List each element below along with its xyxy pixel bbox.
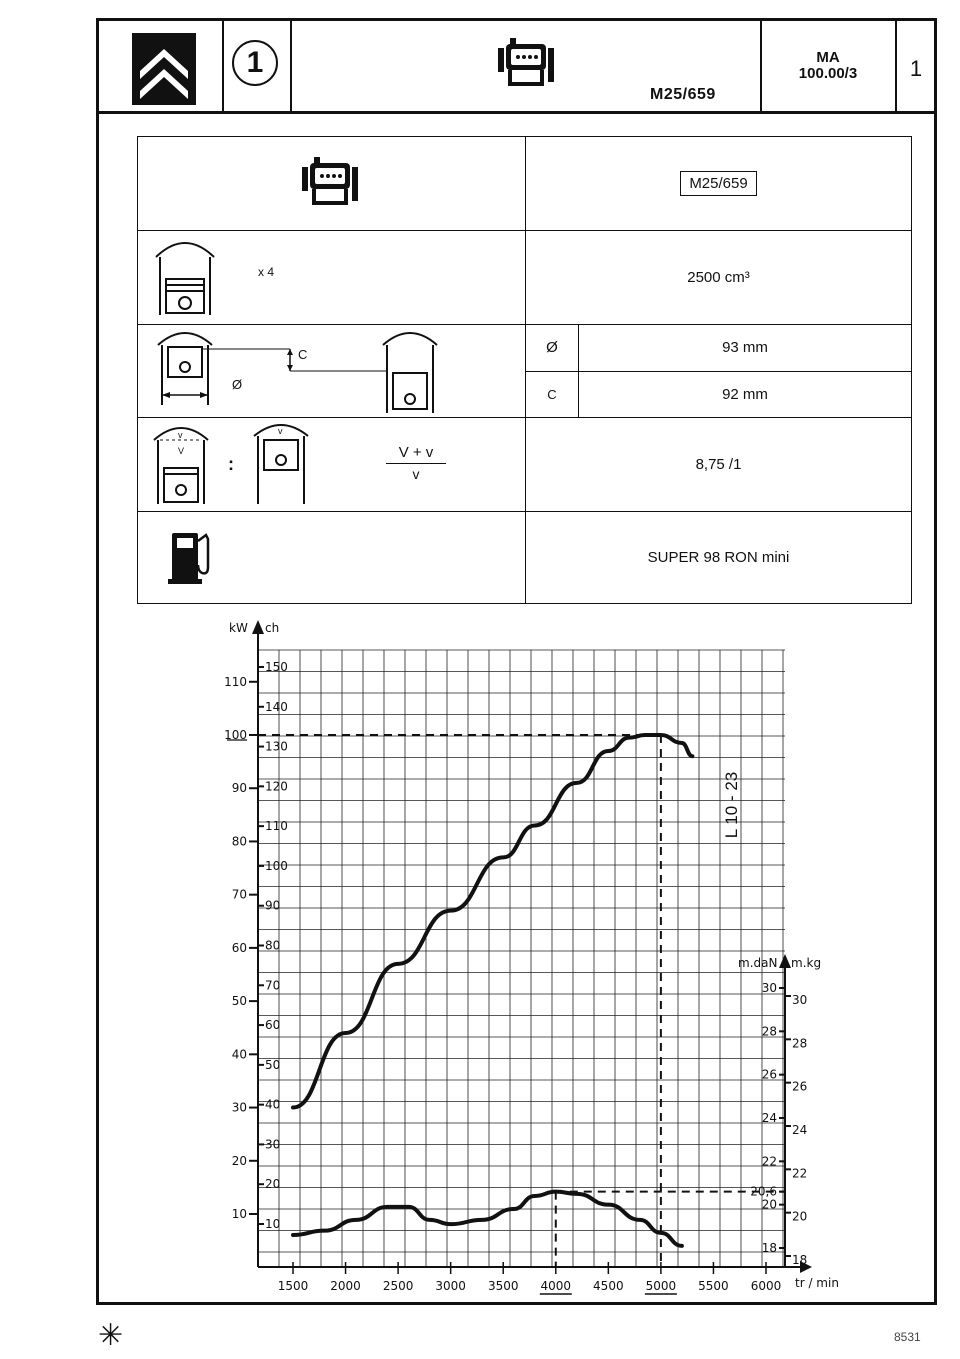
kw-tick-label: 10 xyxy=(231,1207,247,1221)
ch-tick-label: 130 xyxy=(265,739,288,754)
page-number: 1 xyxy=(909,56,923,81)
asterisk-icon: ✳ xyxy=(98,1319,124,1352)
document-reference xyxy=(762,50,894,82)
mdan-tick-label: 18 xyxy=(761,1241,777,1255)
stroke-symbol: C xyxy=(526,371,579,418)
clearance-volume-label-1: v xyxy=(178,430,183,440)
x-tick-label: 1500 xyxy=(277,1279,309,1293)
kw-tick-label: 100 xyxy=(224,728,247,742)
mdan-tick-label: 20 xyxy=(761,1197,777,1212)
x-tick-label: 5000 xyxy=(645,1279,677,1293)
ch-tick-label: 20 xyxy=(265,1177,281,1192)
fuel-pump-cell xyxy=(138,512,526,604)
mdan-tick-label: 26 xyxy=(761,1067,777,1082)
compression-ratio-value: 8,75 /1 xyxy=(526,418,912,512)
header-divider xyxy=(290,18,292,114)
x-tick-label: 5500 xyxy=(698,1279,729,1293)
mkg-tick-label: 28 xyxy=(792,1036,808,1051)
ch-tick-label: 40 xyxy=(265,1097,281,1112)
chapter-number-badge: 1 xyxy=(232,40,278,86)
bore-symbol: Ø xyxy=(526,325,579,372)
side-label-wrapper xyxy=(722,760,812,850)
footer-number: 8531 xyxy=(894,1330,921,1344)
x-tick-label: 3500 xyxy=(487,1279,519,1293)
side-label: L 10 - 23 xyxy=(722,771,741,839)
ch-tick-label: 100 xyxy=(265,858,288,873)
kw-tick-label: 30 xyxy=(231,1100,247,1115)
mkg-tick-label: 30 xyxy=(792,993,808,1007)
ch-tick-label: 150 xyxy=(265,660,288,674)
x-tick-label: 4000 xyxy=(540,1279,572,1293)
torque-curve xyxy=(293,1192,682,1246)
mkg-tick-label: 18 xyxy=(792,1253,808,1267)
bore-label: Ø xyxy=(232,377,243,392)
ch-tick-label: 70 xyxy=(265,978,281,993)
row-fuel xyxy=(138,512,912,604)
ref-line-1: MA xyxy=(816,49,840,66)
row-bore xyxy=(138,325,912,372)
x-tick-label: 2500 xyxy=(382,1279,414,1293)
swept-volume-label: V xyxy=(178,446,185,456)
mkg-tick-label: 26 xyxy=(792,1079,808,1094)
kw-tick-label: 80 xyxy=(231,834,247,849)
torque-axis-right-label: m.kg xyxy=(791,956,822,970)
bore-value: 93 mm xyxy=(579,325,912,372)
power-axis-right-label: ch xyxy=(265,621,280,635)
cylinder-icon-cell xyxy=(138,231,526,325)
kw-tick-label: 110 xyxy=(224,674,247,689)
ch-tick-label: 140 xyxy=(265,699,288,714)
ch-tick-label: 10 xyxy=(265,1217,281,1231)
engine-code-box: M25/659 xyxy=(680,171,756,196)
engine-icon xyxy=(300,153,364,211)
ch-tick-label: 90 xyxy=(265,898,281,913)
engine-icon-cell xyxy=(138,137,526,231)
mdan-tick-label: 24 xyxy=(761,1111,777,1125)
cylinder-count: x 4 xyxy=(258,265,275,279)
row-displacement xyxy=(138,231,912,325)
kw-tick-label: 50 xyxy=(231,994,247,1009)
ch-tick-label: 80 xyxy=(265,938,281,953)
mdan-tick-label: 30 xyxy=(761,981,777,995)
mdan-tick-label: 28 xyxy=(761,1024,777,1039)
mdan-tick-label: 22 xyxy=(761,1154,777,1169)
torque-axis-arrow xyxy=(779,954,791,968)
stroke-label: C xyxy=(298,347,308,362)
kw-tick-label: 60 xyxy=(231,940,247,955)
engine-code-cell xyxy=(526,137,912,231)
kw-tick-label: 40 xyxy=(231,1047,247,1062)
engine-icon xyxy=(496,34,560,92)
kw-tick-label: 70 xyxy=(231,887,247,902)
ref-line-2: 100.00/3 xyxy=(798,65,858,82)
performance-chart xyxy=(0,600,960,1300)
ch-tick-label: 50 xyxy=(265,1057,281,1072)
x-axis-unit-label: tr / min xyxy=(795,1276,839,1290)
x-tick-label: 2000 xyxy=(330,1279,361,1293)
ch-tick-label: 110 xyxy=(265,819,288,834)
mkg-tick-label: 20 xyxy=(792,1209,808,1224)
displacement-value: 2500 cm³ xyxy=(526,231,912,325)
row-engine xyxy=(138,137,912,231)
brand-logo xyxy=(132,33,196,105)
power-axis-arrow xyxy=(252,620,264,634)
power-axis-left-label: kW xyxy=(229,621,248,635)
cylinder-icon xyxy=(150,235,220,319)
fuel-value: SUPER 98 RON mini xyxy=(526,512,912,604)
x-tick-label: 4500 xyxy=(593,1279,624,1293)
x-tick-label: 6000 xyxy=(750,1279,782,1293)
formula-denominator: v xyxy=(412,466,420,482)
formula-numerator: V + v xyxy=(386,444,446,464)
ch-tick-label: 60 xyxy=(265,1018,281,1033)
mkg-tick-label: 22 xyxy=(792,1166,808,1181)
compression-diagram-cell xyxy=(138,418,526,512)
kw-tick-label: 90 xyxy=(231,781,247,796)
clearance-volume-label-2: v xyxy=(278,426,283,436)
ch-tick-label: 30 xyxy=(265,1137,281,1152)
bore-stroke-diagram xyxy=(138,325,525,417)
mkg-tick-label: 24 xyxy=(792,1123,808,1137)
spec-table xyxy=(137,136,912,604)
kw-tick-label: 20 xyxy=(231,1153,247,1168)
row-compression xyxy=(138,418,912,512)
fuel-pump-icon xyxy=(168,527,218,585)
compression-formula xyxy=(386,444,446,482)
ch-tick-label: 120 xyxy=(265,779,288,794)
header-divider xyxy=(222,18,224,114)
stroke-value: 92 mm xyxy=(579,371,912,418)
x-tick-label: 3000 xyxy=(435,1279,466,1293)
torque-axis-left-label: m.daN xyxy=(738,956,778,970)
engine-code-title: M25/659 xyxy=(650,86,716,103)
bore-stroke-diagram-cell xyxy=(138,325,526,418)
ratio-colon: : xyxy=(228,454,234,474)
power-curve xyxy=(293,735,692,1108)
mdan-tick-label: 20,6 xyxy=(750,1184,777,1199)
